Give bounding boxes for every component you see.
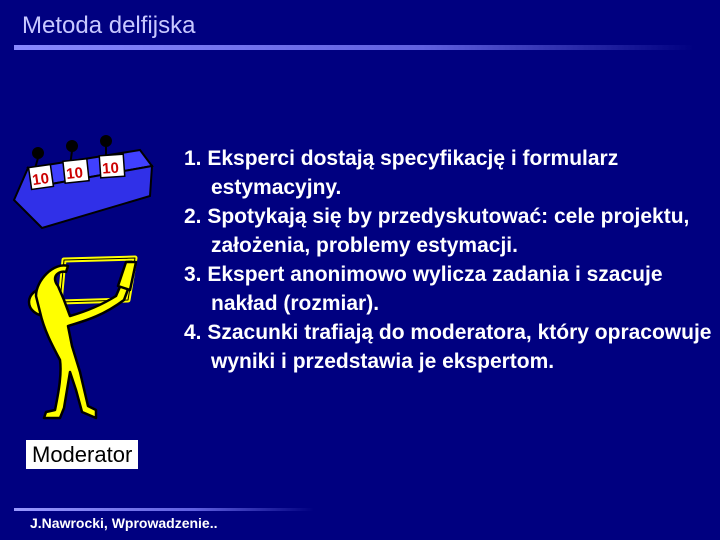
- footer-underline: [14, 508, 314, 511]
- steps-list: [184, 144, 714, 376]
- moderator-figure: [29, 258, 136, 418]
- score-card-3: 10: [101, 159, 120, 178]
- score-card-2: 10: [65, 164, 84, 183]
- footer-text: J.Nawrocki, Wprowadzenie..: [30, 515, 218, 531]
- title-underline: [14, 45, 694, 50]
- slide-title: Metoda delfijska: [22, 12, 196, 39]
- moderator-clipart-icon: [0, 125, 175, 455]
- moderator-label: Moderator: [26, 440, 138, 469]
- step-item: 1. Eksperci dostają specyfikację i formularz estymacyjny.: [184, 147, 619, 199]
- score-card-1: 10: [31, 169, 51, 190]
- step-item: 3. Ekspert anonimowo wylicza zadania i szacuje nakład (rozmiar).: [184, 263, 663, 315]
- step-item: 4. Szacunki trafiają do moderatora, który opracowuje wyniki i przedstawia je ekspertom.: [184, 321, 712, 373]
- step-item: 2. Spotykają się by przedyskutować: cele projektu, założenia, problemy estymacji.: [184, 205, 690, 257]
